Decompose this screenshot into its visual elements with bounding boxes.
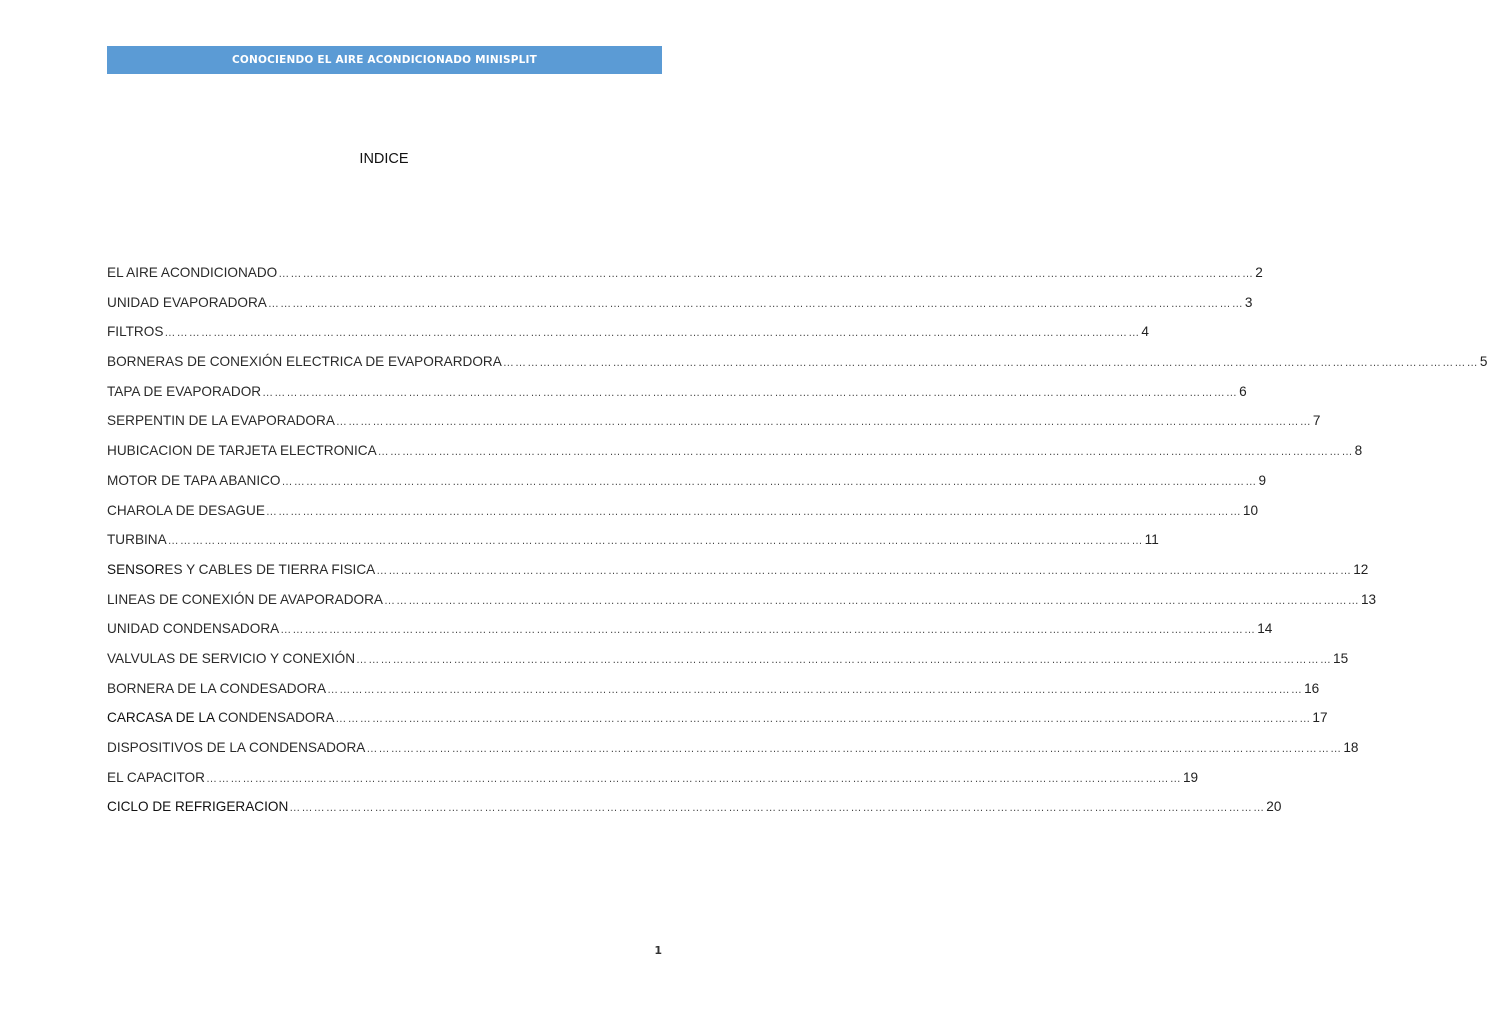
toc-entry	[107, 740, 1359, 770]
table-of-contents	[107, 265, 1487, 829]
toc-entry-label	[107, 651, 355, 666]
toc-leader-dots: ……………………………………………………………………………………………………………………………………………………………………………………………………………………	[164, 327, 1141, 340]
toc-entry	[107, 532, 1159, 562]
toc-entry-page: 7	[1312, 413, 1321, 429]
toc-entry-page: 11	[1144, 532, 1159, 548]
toc-leader-dots: ……………………………………………………………………………………………………………………………………………………………………………………………………………………	[278, 268, 1255, 280]
toc-entry-label	[107, 265, 277, 280]
toc-entry-page: 13	[1360, 591, 1377, 607]
toc-entry-label-emphasis: CARCASA DE LA	[107, 710, 215, 726]
toc-entry-page: 18	[1343, 740, 1359, 755]
toc-entry-label	[107, 384, 261, 399]
toc-entry	[107, 294, 1253, 325]
toc-entry-label	[107, 443, 377, 458]
toc-entry-label	[107, 710, 334, 725]
toc-entry-page: 20	[1266, 799, 1282, 815]
toc-leader-dots: ……………………………………………………………………………………………………………………………………………………………………………………………………………………	[280, 624, 1257, 637]
toc-entry-label-text: TURBINA	[107, 532, 167, 548]
toc-entry	[107, 502, 1259, 533]
toc-entry	[107, 265, 1263, 295]
toc-entry-page: 9	[1258, 472, 1267, 488]
toc-leader-dots: ……………………………………………………………………………………………………………………………………………………………………………………………………………………	[267, 297, 1244, 310]
toc-entry-page: 4	[1141, 324, 1149, 340]
toc-entry-label-text: MOTOR DE TAPA ABANICO	[107, 472, 281, 488]
toc-entry	[107, 621, 1273, 651]
toc-entry-page: 2	[1255, 265, 1263, 280]
toc-leader-dots: ……………………………………………………………………………………………………………………………………………………………………………………………………………………	[265, 505, 1242, 518]
toc-entry-label-emphasis: CICLO DE REFRIGERACION	[107, 799, 289, 815]
toc-leader-dots: ……………………………………………………………………………………………………………………………………………………………………………………………………………………	[356, 653, 1333, 666]
toc-leader-dots: ……………………………………………………………………………………………………………………………………………………………………………………………………………………	[281, 475, 1258, 488]
toc-entry-label	[107, 562, 375, 577]
toc-leader-dots: ……………………………………………………………………………………………………………………………………………………………………………………………………………………	[383, 594, 1360, 607]
toc-entry	[107, 769, 1199, 800]
toc-entry	[107, 443, 1363, 473]
toc-entry-label-text: SERPENTIN DE LA EVAPORADORA	[107, 413, 335, 429]
toc-entry-page: 19	[1182, 769, 1199, 785]
toc-leader-dots: ……………………………………………………………………………………………………………………………………………………………………………………………………………………	[335, 713, 1312, 726]
toc-leader-dots: ……………………………………………………………………………………………………………………………………………………………………………………………………………………	[366, 743, 1343, 755]
toc-entry-label-text: BORNERA DE LA CONDESADORA	[107, 680, 327, 696]
toc-entry-label-text: TAPA DE EVAPORADOR	[107, 383, 262, 399]
toc-entry-label-text: EL AIRE ACONDICIONADO	[107, 265, 278, 280]
toc-entry-label	[107, 592, 383, 607]
toc-entry-page: 3	[1244, 294, 1253, 310]
toc-entry	[107, 799, 1282, 829]
toc-entry-label	[107, 532, 167, 547]
toc-leader-dots: ……………………………………………………………………………………………………………………………………………………………………………………………………………………	[289, 802, 1266, 815]
index-title: INDICE	[359, 151, 409, 167]
toc-entry-label-text: BORNERAS DE CONEXIÓN ELECTRICA DE EVAPORARDORA	[107, 354, 502, 370]
toc-entry	[107, 710, 1328, 740]
toc-entry-label-text: UNIDAD EVAPORADORA	[107, 294, 267, 310]
toc-entry-label	[107, 681, 326, 696]
toc-entry-label-emphasis: SENSOR	[107, 561, 165, 577]
toc-leader-dots: ……………………………………………………………………………………………………………………………………………………………………………………………………………………	[205, 772, 1182, 785]
toc-entry	[107, 413, 1321, 443]
toc-entry	[107, 383, 1247, 414]
toc-entry-label-text: VALVULAS DE SERVICIO Y CONEXIÓN	[107, 650, 356, 666]
toc-entry-page: 5	[1479, 354, 1487, 370]
toc-leader-dots: ……………………………………………………………………………………………………………………………………………………………………………………………………………………	[335, 416, 1312, 429]
toc-entry-label	[107, 295, 267, 310]
toc-entry-label-text: CONDENSADORA	[214, 710, 335, 726]
toc-entry-page: 16	[1304, 680, 1320, 696]
toc-entry-page: 6	[1239, 383, 1247, 399]
toc-entry-label	[107, 770, 205, 785]
toc-leader-dots: ……………………………………………………………………………………………………………………………………………………………………………………………………………………	[377, 446, 1354, 459]
toc-entry	[107, 472, 1267, 503]
toc-leader-dots: ……………………………………………………………………………………………………………………………………………………………………………………………………………………	[502, 357, 1479, 370]
toc-entry-label-text: DISPOSITIVOS DE LA CONDENSADORA	[107, 740, 366, 755]
toc-entry	[107, 354, 1487, 384]
toc-entry-label-text: LINEAS DE CONEXIÓN DE AVAPORADORA	[107, 591, 383, 607]
toc-entry	[107, 680, 1320, 711]
page-number: 1	[654, 944, 662, 957]
toc-entry	[107, 650, 1349, 681]
toc-entry-label	[107, 621, 279, 636]
toc-entry-page: 10	[1242, 502, 1259, 518]
toc-entry	[107, 561, 1369, 592]
toc-entry-page: 17	[1312, 710, 1328, 726]
toc-entry-label	[107, 324, 163, 339]
toc-entry-label-text: EL CAPACITOR	[107, 769, 205, 785]
toc-entry-label-text: FILTROS	[107, 324, 164, 340]
toc-entry	[107, 324, 1149, 354]
toc-entry-page: 14	[1257, 621, 1273, 637]
toc-entry-label-text: ES Y CABLES DE TIERRA FISICA	[164, 561, 376, 577]
toc-entry-label	[107, 413, 335, 428]
toc-entry-label	[107, 799, 288, 814]
toc-entry-page: 8	[1354, 443, 1363, 459]
toc-entry-label-text: UNIDAD CONDENSADORA	[107, 621, 280, 637]
toc-entry-label-text: CHAROLA DE DESAGUE	[107, 502, 265, 518]
toc-leader-dots: ……………………………………………………………………………………………………………………………………………………………………………………………………………………	[262, 386, 1239, 399]
toc-leader-dots: ……………………………………………………………………………………………………………………………………………………………………………………………………………………	[327, 683, 1304, 696]
toc-entry-page: 15	[1333, 650, 1349, 666]
toc-entry-label-text: HUBICACION DE TARJETA ELECTRONICA	[107, 443, 377, 459]
toc-entry-label	[107, 503, 265, 518]
document-header-title: CONOCIENDO EL AIRE ACONDICIONADO MINISPLIT	[231, 54, 538, 66]
document-header	[107, 46, 662, 74]
toc-entry-page: 12	[1353, 561, 1369, 577]
toc-entry-label	[107, 740, 365, 755]
toc-entry-label	[107, 354, 502, 369]
toc-leader-dots: ……………………………………………………………………………………………………………………………………………………………………………………………………………………	[376, 564, 1353, 577]
toc-entry	[107, 591, 1377, 622]
toc-entry-label	[107, 473, 281, 488]
toc-leader-dots: ……………………………………………………………………………………………………………………………………………………………………………………………………………………	[167, 535, 1144, 548]
